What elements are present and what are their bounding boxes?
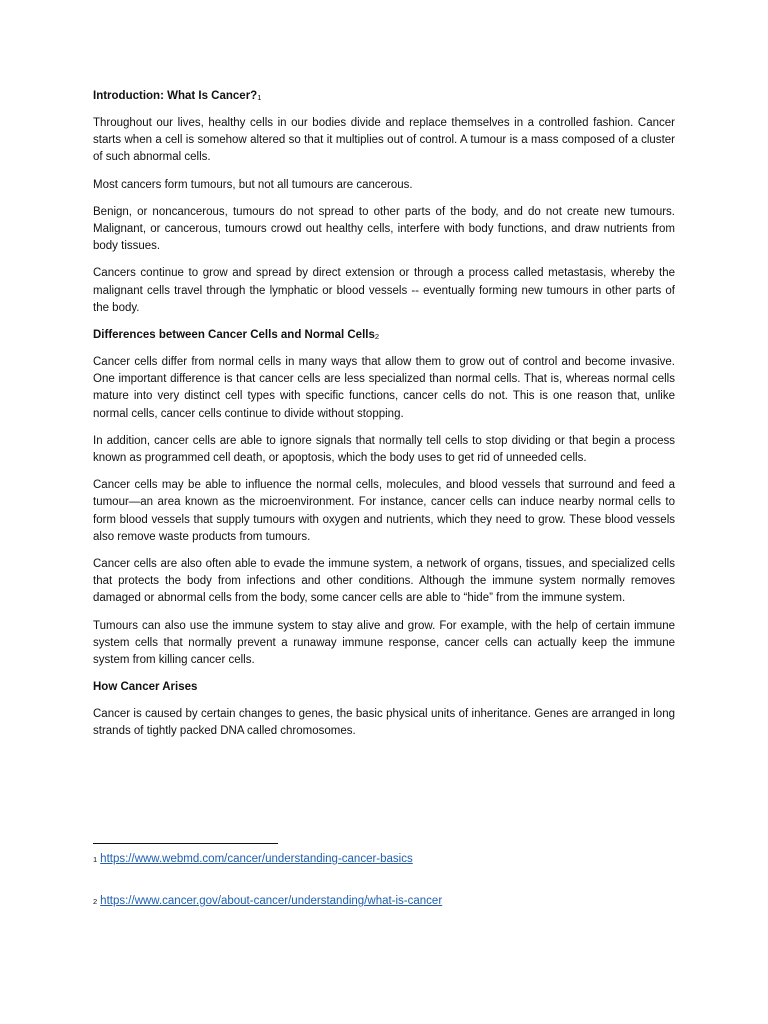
differences-paragraph-5: Tumours can also use the immune system to stay alive and grow. For example, with the help of certain immune system cells that normally prevent a runaway immune response, cancer cells can actually keep the immune system from killing cancer cells. [93,619,675,667]
footnote-link-cancer-gov[interactable]: https://www.cancer.gov/about-cancer/understanding/what-is-cancer [100,895,443,907]
intro-paragraph-2: Most cancers form tumours, but not all tumours are cancerous. [93,178,413,191]
section-heading-differences [93,327,675,344]
differences-paragraph-3: Cancer cells may be able to influence the normal cells, molecules, and blood vessels that surround and feed a tumour—an area known as the microenvironment. For instance, cancer cells can induce nearby normal cells to form blood vessels that supply tumours with oxygen and nutrients, which they need to grow. These blood vessels also remove waste products from tumours. [93,479,675,543]
section-heading-intro [93,88,675,105]
footnote-1 [93,851,413,868]
footnote-number: 1 [93,855,98,864]
footnote-link-webmd[interactable]: https://www.webmd.com/cancer/understanding-cancer-basics [100,853,413,865]
footnote-ref-1[interactable]: 1 [257,93,262,102]
differences-paragraph-4: Cancer cells are also often able to evade the immune system, a network of organs, tissues, and specialized cells that protects the body from infections and other conditions. Although the immune system normally removes damaged or abnormal cells from the body, some cancer cells are able to “hide” from the immune system. [93,558,675,605]
intro-paragraph-3: Benign, or noncancerous, tumours do not spread to other parts of the body, and do not create new tumours. Malignant, or cancerous, tumours crowd out healthy cells, interfere with body functions, and draw nutrients from body tissues. [93,205,675,253]
intro-paragraph-1: Throughout our lives, healthy cells in our bodies divide and replace themselves in a controlled fashion. Cancer starts when a cell is somehow altered so that it multiplies out of control. A tumour is a mass composed of a cluster of such abnormal cells. [93,117,675,164]
differences-paragraph-2: In addition, cancer cells are able to ignore signals that normally tell cells to stop dividing or that begin a process known as programmed cell death, or apoptosis, which the body uses to get rid of unneeded cells. [93,434,675,465]
footnote-ref-2[interactable]: 2 [374,332,380,342]
section-heading-arises: How Cancer Arises [93,681,198,694]
differences-paragraph-1: Cancer cells differ from normal cells in many ways that allow them to grow out of control and become invasive. One important difference is that cancer cells are less specialized than normal cells. That is, whereas normal cells mature into very distinct cell types with specific functions, cancer cells do not. This is one reason that, unlike normal cells, cancer cells continue to divide without stopping. [93,356,675,420]
footnote-separator [93,843,278,844]
heading-text: Introduction: What Is Cancer? [93,90,258,102]
heading-text: Differences between Cancer Cells and Normal Cells [93,329,375,342]
intro-paragraph-4: Cancers continue to grow and spread by direct extension or through a process called metastasis, whereby the malignant cells travel through the lymphatic or blood vessels -- eventually forming new tumours in other parts of the body. [93,267,675,314]
arises-paragraph-1: Cancer is caused by certain changes to genes, the basic physical units of inheritance. Genes are arranged in long strands of tightly packed DNA called chromosomes. [93,708,675,738]
footnote-number: 2 [93,897,98,906]
footnote-2 [93,893,442,910]
